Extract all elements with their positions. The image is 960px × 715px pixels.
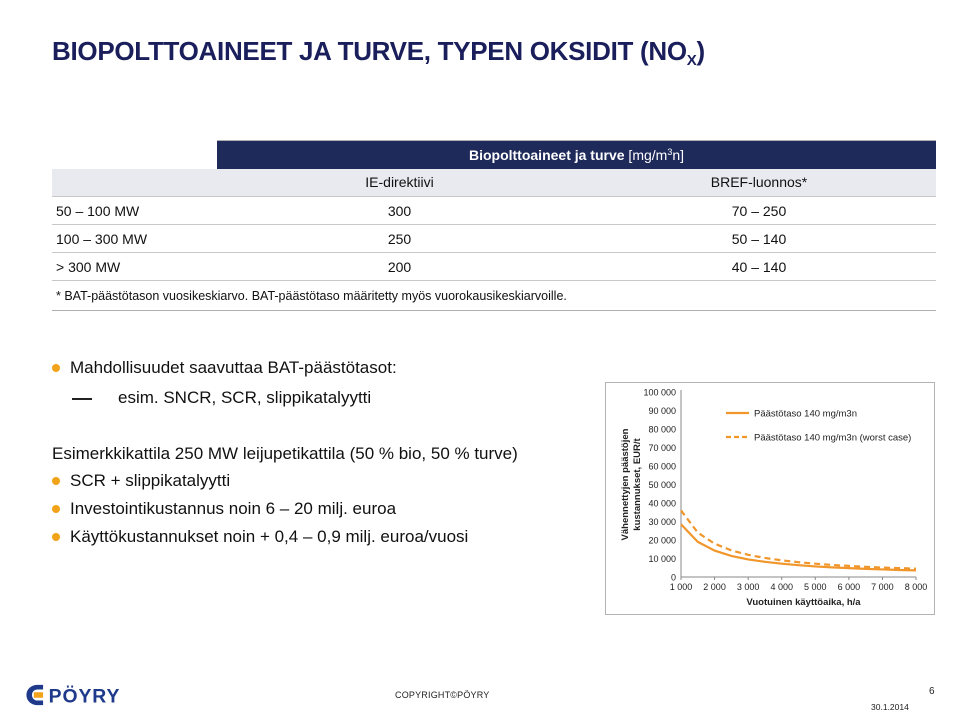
y-tick-label: 80 000	[648, 424, 676, 435]
y-axis-label-line1: Vähennettyjen päästöjen	[620, 428, 631, 541]
slide-date: 30.1.2014	[871, 702, 909, 712]
cell-bref: 50 – 140	[582, 225, 936, 253]
x-tick-label: 4 000	[770, 582, 793, 592]
row-label: 50 – 100 MW	[52, 197, 217, 225]
slide-title	[52, 36, 705, 69]
y-tick-label: 20 000	[648, 535, 676, 546]
bullet-dot-icon	[52, 533, 60, 541]
example-text: Esimerkkikattila 250 MW leijupetikattila (50 % bio, 50 % turve)	[52, 444, 518, 463]
dash-icon	[72, 398, 92, 400]
cell-bref: 40 – 140	[582, 253, 936, 281]
title-subscript: X	[686, 52, 697, 69]
table-footnote: * BAT-päästötason vuosikeskiarvo. BAT-päästötaso määritetty myös vuorokausikeskiarvoille.	[52, 281, 936, 311]
header-unit-suffix: n]	[672, 146, 685, 163]
copyright-text: COPYRIGHT©PÖYRY	[395, 690, 490, 700]
bullet-text: Mahdollisuudet saavuttaa BAT-päästötasot:	[70, 358, 397, 377]
y-tick-label: 0	[670, 572, 676, 583]
legend-label: Päästötaso 140 mg/m3n (worst case)	[754, 432, 912, 444]
emission-limits-table	[52, 140, 936, 311]
y-tick-label: 100 000	[643, 387, 676, 398]
cell-bref: 70 – 250	[582, 197, 936, 225]
bullet-dot-icon	[52, 477, 60, 485]
x-tick-label: 3 000	[736, 582, 760, 592]
poyry-logo	[20, 683, 140, 707]
y-tick-label: 30 000	[648, 517, 676, 527]
table-row	[52, 253, 936, 281]
table-footnote-row	[52, 281, 936, 311]
header-fuel-label: Biopolttoaineet ja turve	[468, 146, 625, 163]
x-tick-label: 2 000	[703, 582, 726, 592]
cell-ie: 250	[217, 225, 582, 253]
bullet-dot-icon	[52, 364, 60, 372]
column-header-ie: IE-direktiivi	[217, 169, 582, 197]
bullet-text: SCR + slippikatalyytti	[70, 471, 231, 490]
legend-label: Päästötaso 140 mg/m3n	[754, 408, 857, 420]
x-tick-label: 5 000	[804, 582, 827, 592]
bullet-text: Käyttökustannukset noin + 0,4 – 0,9 milj. euroa/vuosi	[70, 527, 469, 546]
y-tick-label: 90 000	[648, 406, 676, 416]
bullet-text: Investointikustannus noin 6 – 20 milj. euroa	[70, 499, 397, 518]
cell-ie: 200	[217, 253, 582, 281]
row-label: > 300 MW	[52, 253, 217, 281]
header-unit-sup: 3	[667, 146, 673, 157]
table-row	[52, 197, 936, 225]
table-header-columns	[52, 169, 936, 197]
y-tick-label: 60 000	[648, 461, 676, 472]
title-main: BIOPOLTTOAINEET JA TURVE, TYPEN OKSIDIT (NO	[52, 36, 687, 66]
table-row	[52, 225, 936, 253]
x-tick-label: 8 000	[904, 582, 928, 592]
series-line-2	[681, 510, 916, 568]
column-header-bref: BREF-luonnos*	[582, 169, 936, 197]
sub-bullet-text: esim. SNCR, SCR, slippikatalyytti	[118, 388, 372, 407]
series-line-1	[681, 524, 916, 570]
y-tick-label: 10 000	[648, 554, 676, 564]
title-end: )	[696, 36, 705, 66]
bullet-dot-icon	[52, 505, 60, 513]
row-label: 100 – 300 MW	[52, 225, 217, 253]
header-unit-prefix: [mg/m	[624, 146, 668, 163]
x-tick-label: 6 000	[837, 582, 861, 592]
y-axis-label-line2: kustannukset, EUR/t	[632, 438, 643, 531]
y-tick-label: 70 000	[648, 443, 676, 453]
cell-ie: 300	[217, 197, 582, 225]
logo-wordmark: PÖYRY	[48, 685, 121, 707]
x-tick-label: 1 000	[669, 582, 693, 592]
x-axis-label: Vuotuinen käyttöaika, h/a	[746, 597, 861, 608]
table-header-cell	[217, 141, 936, 169]
table-header-top	[52, 141, 936, 169]
cost-chart-svg	[606, 383, 936, 616]
page-number: 6	[929, 686, 935, 697]
y-tick-label: 40 000	[648, 498, 676, 509]
x-tick-label: 7 000	[871, 582, 894, 592]
cost-chart	[605, 382, 935, 615]
y-tick-label: 50 000	[648, 480, 676, 490]
